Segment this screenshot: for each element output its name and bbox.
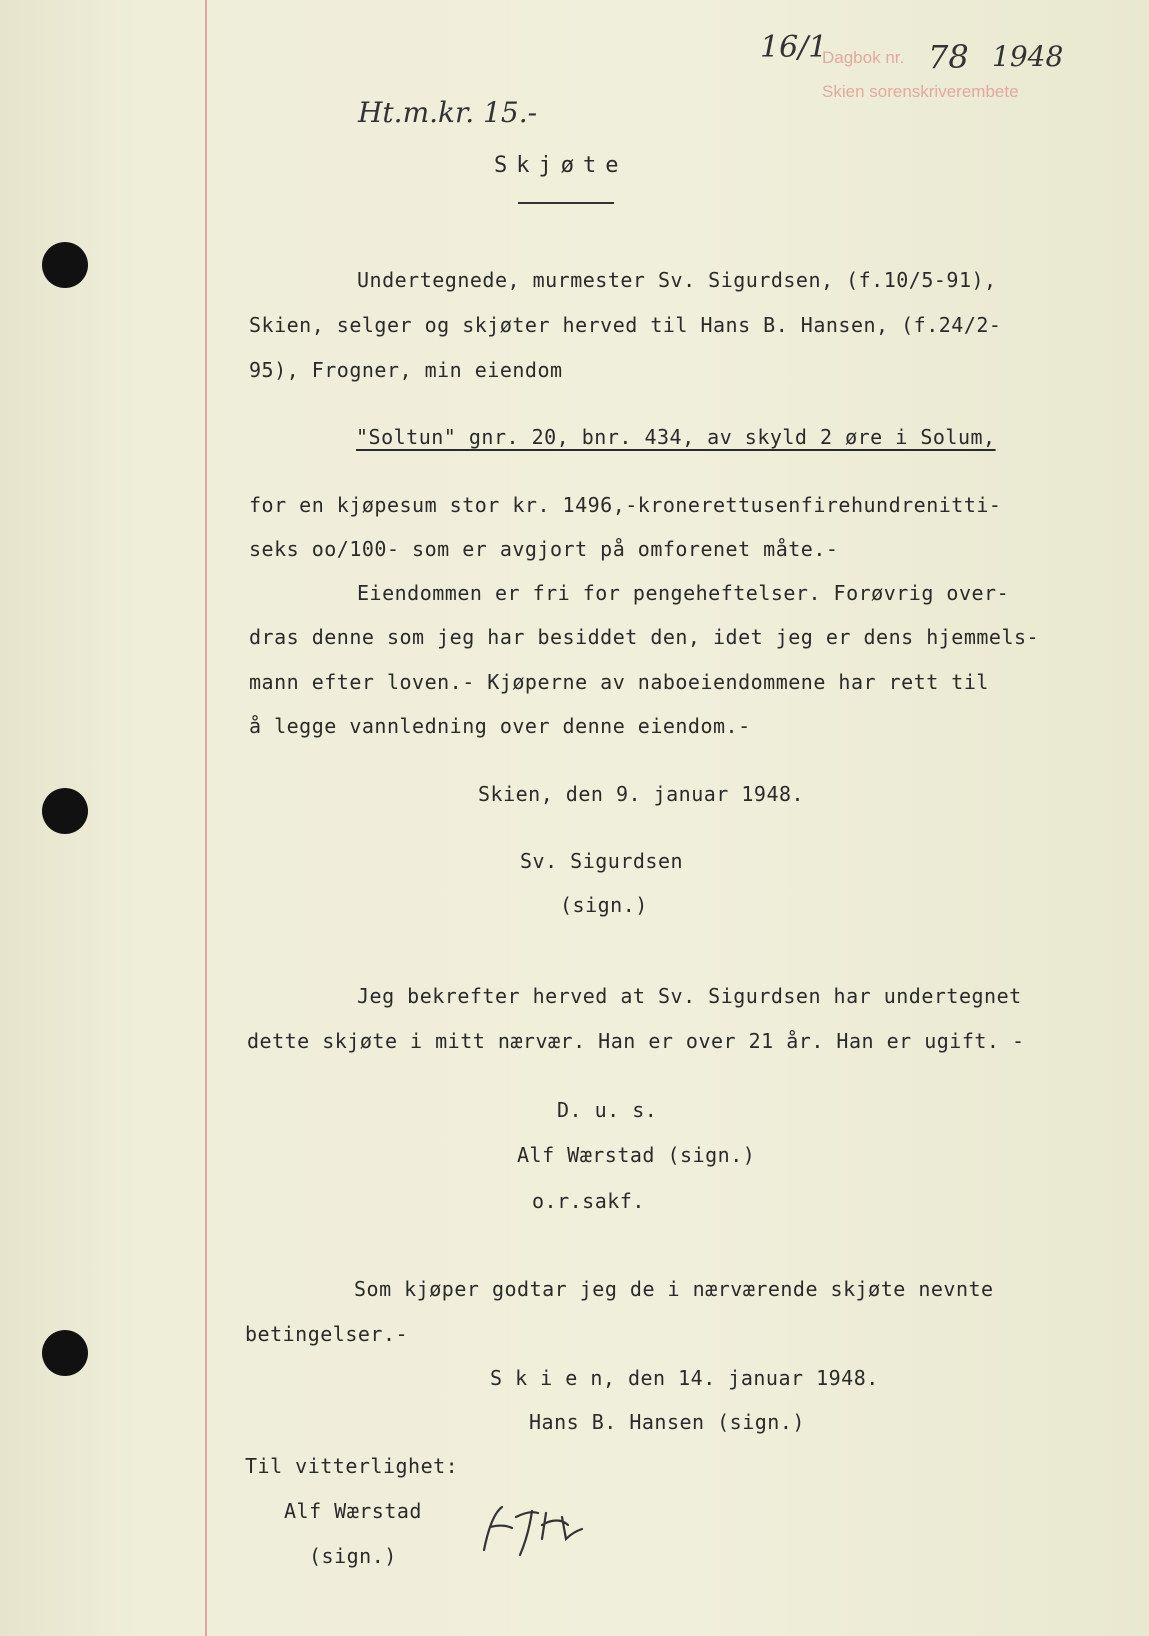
place-date-2: S k i e n, den 14. januar 1948. [490,1366,879,1390]
buyer-statement-line: betingelser.- [245,1322,409,1346]
body-line: Undertegnede, murmester Sv. Sigurdsen, (f.10/5-91), [357,268,997,292]
title-rule [518,202,614,204]
stamp-label: Dagbok nr. [822,48,905,67]
buyer-signature: Hans B. Hansen (sign.) [529,1410,805,1434]
body-line: 95), Frogner, min eiendom [249,358,563,382]
witness-signature: Alf Wærstad (sign.) [517,1143,756,1167]
stamp-number: 78 [928,38,969,76]
seller-signature: Sv. Sigurdsen [520,849,684,873]
witness-statement-line: Jeg bekrefter herved at Sv. Sigurdsen har undertegnet [357,984,1022,1008]
body-line: Skien, selger og skjøter herved til Hans B. Hansen, (f.24/2- [249,313,1002,337]
body-line: for en kjøpesum stor kr. 1496,-kronerettusenfirehundrenitti- [249,493,1002,517]
body-line: å legge vannledning over denne eiendom.- [249,714,751,738]
body-line: seks oo/100- som er avgjort på omforenet måte.- [249,537,839,561]
body-line: dras denne som jeg har besiddet den, idet jeg er dens hjemmels- [249,625,1040,649]
punch-hole [42,242,88,288]
witness-title: o.r.sakf. [532,1189,645,1213]
body-line: mann efter loven.- Kjøperne av naboeiendommene har rett til [249,670,989,694]
property-line: "Soltun" gnr. 20, bnr. 434, av skyld 2 øre i Solum, [356,425,996,449]
handwritten-reference: Ht.m.kr. 15.- [358,96,538,129]
handwritten-initials-mark [476,1495,596,1565]
witness-statement-line: dette skjøte i mitt nærvær. Han er over 21 år. Han er ugift. - [247,1029,1025,1053]
body-line: Eiendommen er fri for pengeheftelser. Forøvrig over- [357,581,1010,605]
margin-line [205,0,207,1636]
stamp-office: Skien sorenskriverembete [822,82,1019,101]
punch-hole [42,788,88,834]
attest-signed: (sign.) [309,1544,397,1568]
dus: D. u. s. [557,1098,658,1122]
punch-hole [42,1330,88,1376]
stamp-year: 1948 [992,40,1064,73]
signed-note: (sign.) [560,893,648,917]
buyer-statement-line: Som kjøper godtar jeg de i nærværende skjøte nevnte [354,1277,994,1301]
attest-name: Alf Wærstad [284,1499,422,1523]
stamp-handwritten-date: 16/1 [760,30,828,65]
place-date-1: Skien, den 9. januar 1948. [478,782,805,806]
document-title: Skjøte [494,153,628,178]
attest-label: Til vitterlighet: [245,1454,459,1478]
